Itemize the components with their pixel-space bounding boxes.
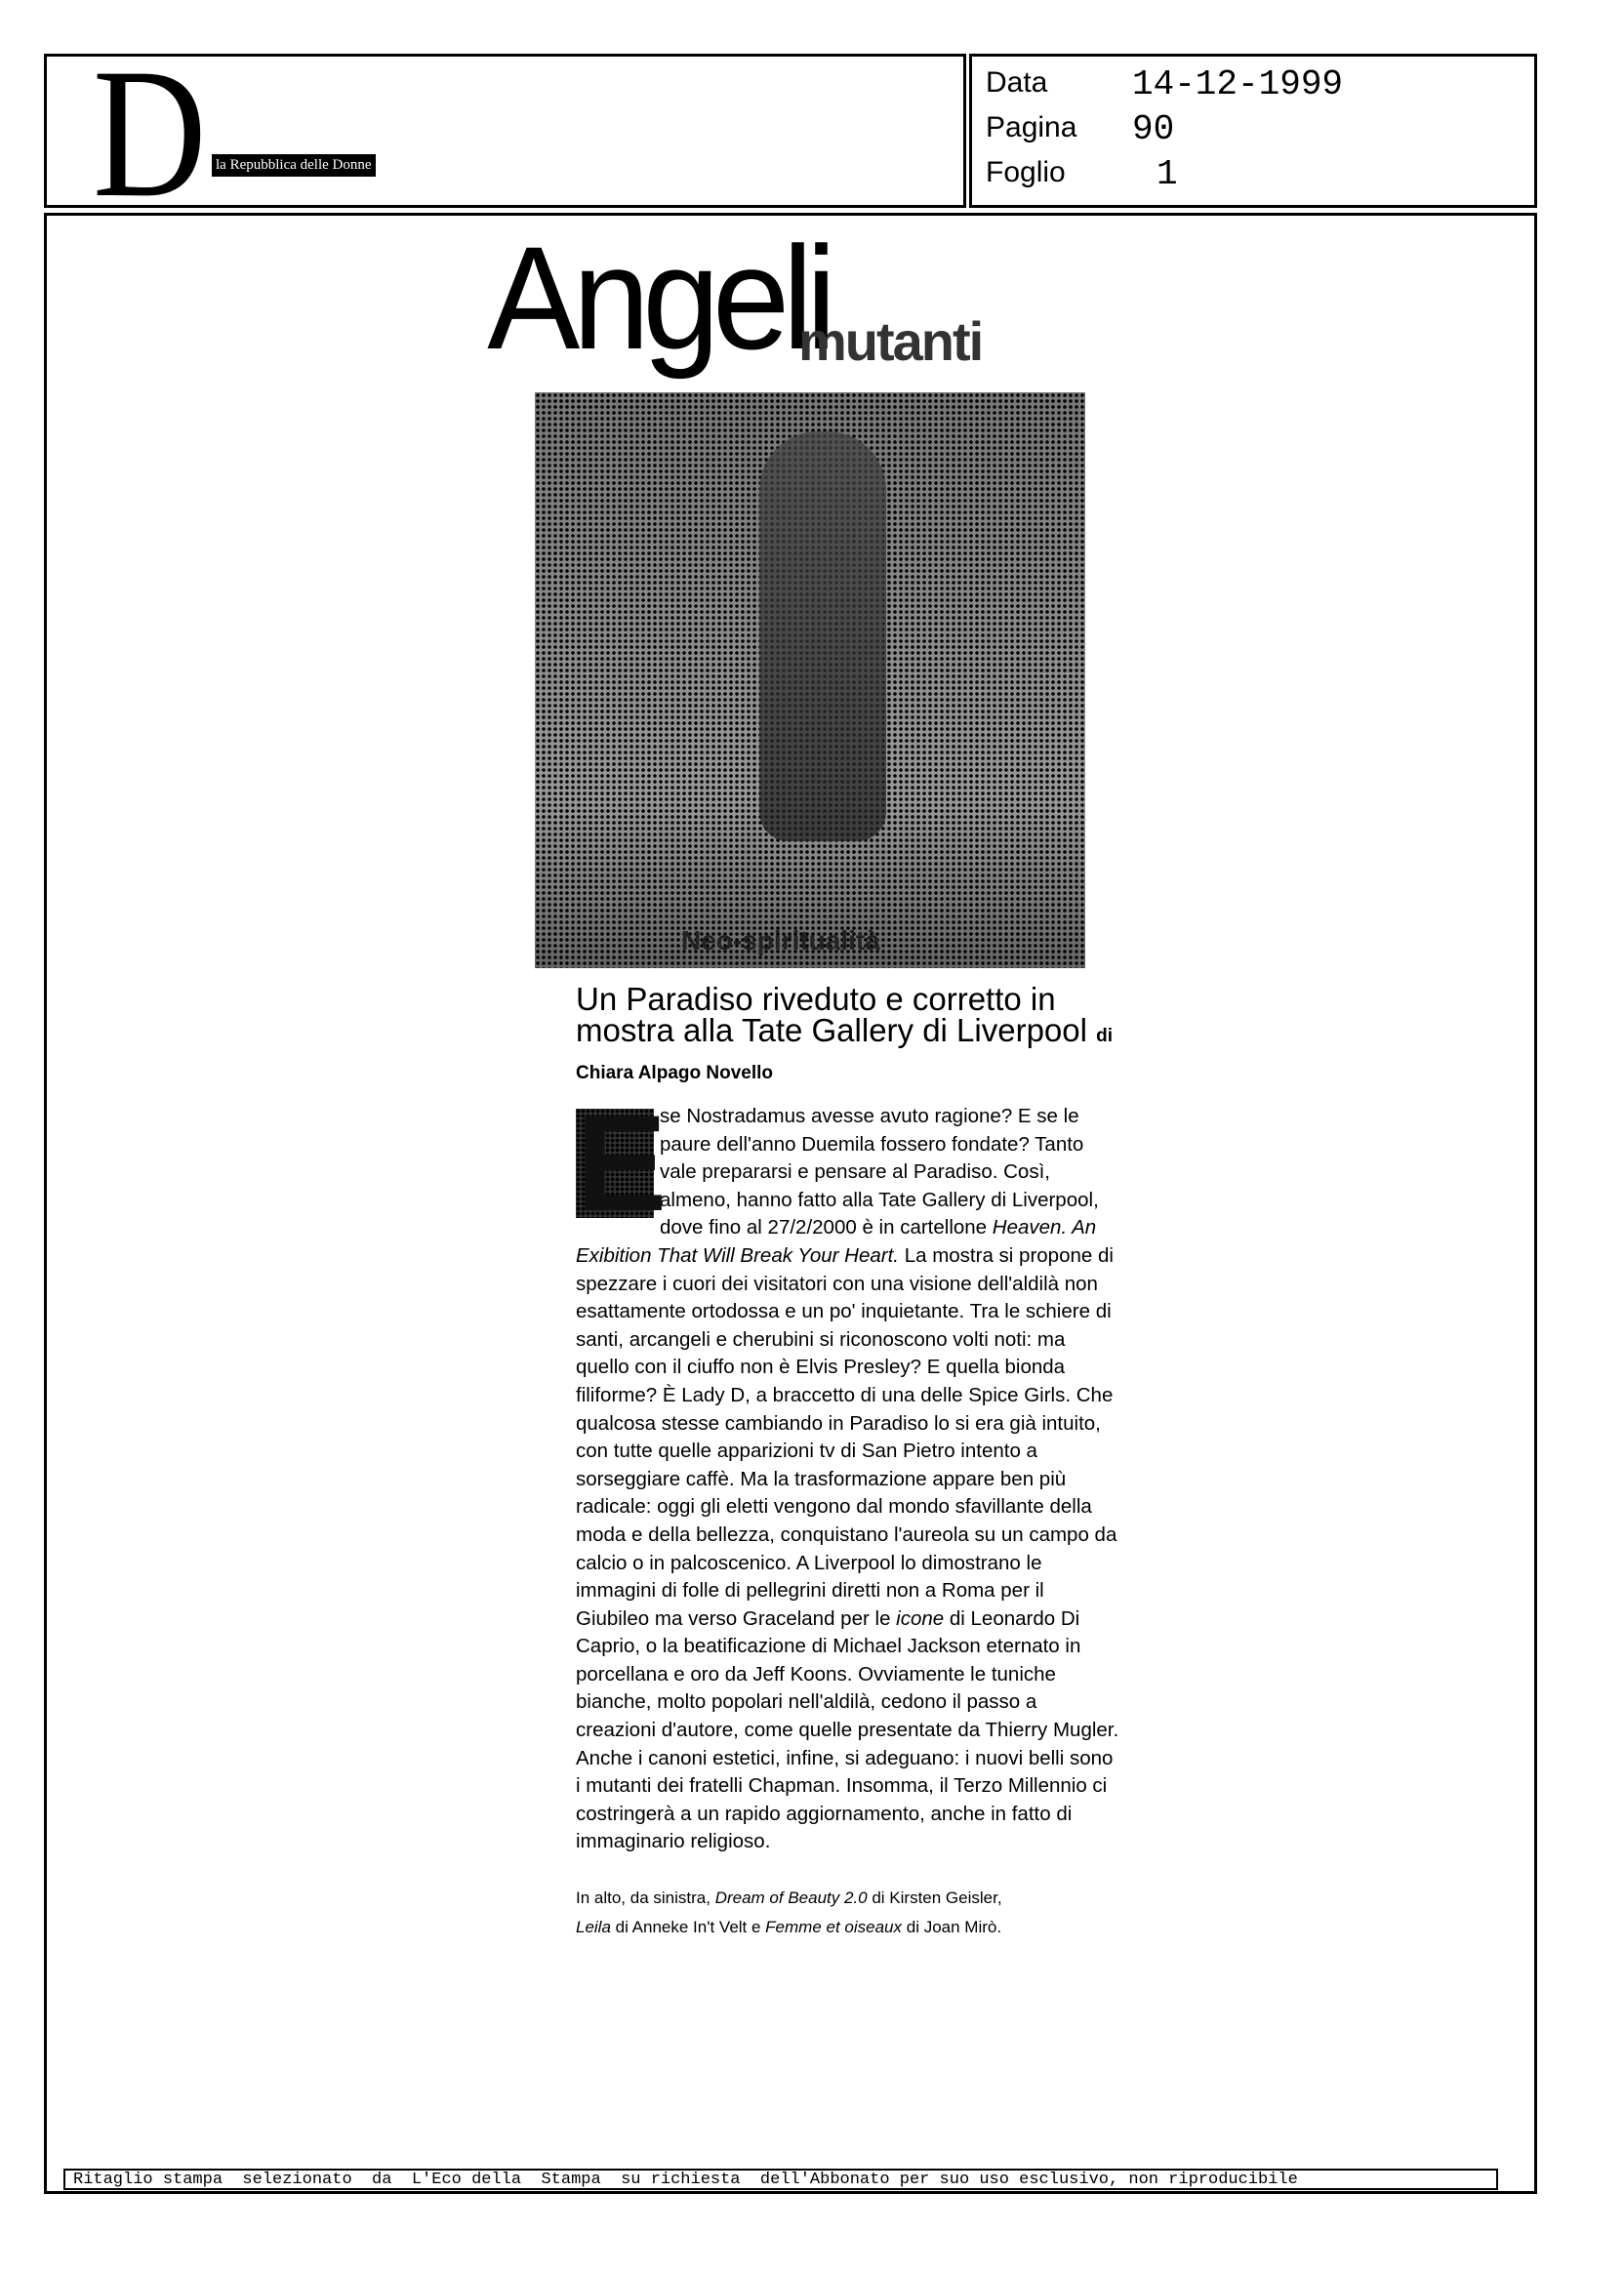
- foglio-value: 1: [1157, 154, 1178, 194]
- body-text: se Nostradamus avesse avuto ragione? E se le paure dell'anno Duemila fossero fondate? Tanto vale prepararsi e pensare al Paradiso. Così, almeno, hanno fatto alla Tate Gallery di Liverpool, dove fino al 27/2/2000 è in cartellone: [660, 1105, 1099, 1239]
- data-value: 14-12-1999: [1132, 64, 1344, 104]
- caption-text: di Anneke In't Velt e: [610, 1918, 766, 1936]
- caption-text: di Kirsten Geisler,: [867, 1888, 1002, 1907]
- photo-figure: [759, 431, 886, 841]
- photo-caption: [576, 1884, 1122, 1942]
- article-photo: [535, 392, 1085, 968]
- byline: di Chiara Alpago Novello: [576, 1026, 1114, 1083]
- body-italic-2: icone: [896, 1606, 945, 1630]
- caption-title: Leila: [576, 1918, 611, 1936]
- logo-letter: D: [93, 31, 207, 236]
- footer-notice: Ritaglio stampa selezionato da L'Eco della Stampa su richiesta dell'Abbonato per suo uso esclusivo, non riproducibile: [63, 2169, 1498, 2190]
- drop-cap-letter: E: [576, 1086, 668, 1239]
- pagina-value: 90: [1132, 109, 1175, 149]
- article-subtitle: [576, 981, 1122, 1089]
- foglio-label: Foglio: [986, 156, 1066, 188]
- article-title-accent: mutanti: [798, 310, 983, 372]
- drop-cap: [576, 1086, 668, 1239]
- caption-title: Femme et oiseaux: [765, 1918, 903, 1936]
- caption-title: Dream of Beauty 2.0: [714, 1888, 868, 1907]
- body-text-2: La mostra si propone di spezzare i cuori dei visitatori con una visione dell'aldilà non esattamente ortodossa e un po' inquietante. Tra le schiere di santi, arcangeli e cherubini si riconoscono volti noti: ma quello con il ciuffo non è Elvis Presley? E quella bionda filiforme? È Lady D, a braccetto di una delle Spice Girls. Che qualcosa stesse cambiando in Paradiso lo si era già intuito, con tutte quelle apparizioni tv di San Pietro intento a sorseggiare caffè. Ma la trasformazione appare ben più radicale: oggi gli eletti vengono dal mondo sfavillante della moda e della bellezza, conquistano l'aureola su un campo da calcio o in palcoscenico. A Liverpool lo dimostrano le immagini di folle di pellegrini diretti non a Roma per il Giubileo ma verso Graceland per le: [576, 1243, 1117, 1630]
- body-text-3: di Leonardo Di Caprio, o la beatificazione di Michael Jackson eternato in porcellana e oro da Jeff Koons. Ovviamente le tuniche bianche, molto popolari nell'aldilà, cedono il passo a creazioni d'autore, come quelle presentate da Thierry Mugler. Anche i canoni estetici, infine, si adeguano: i nuovi belli sono i mutanti dei fratelli Chapman. Insomma, il Terzo Millennio ci costringerà a un rapido aggiornamento, anche in fatto di immaginario religioso.: [576, 1606, 1119, 1853]
- pagina-label: Pagina: [986, 111, 1077, 143]
- subtitle-text: Un Paradiso riveduto e corretto in mostra alla Tate Gallery di Liverpool: [576, 981, 1087, 1048]
- publication-name: la Repubblica delle Donne: [212, 154, 376, 177]
- caption-text: di Joan Mirò.: [902, 1918, 1002, 1936]
- article-body: [576, 1086, 1122, 1856]
- photo-label: Neo-spiritualità: [681, 925, 880, 955]
- caption-text: In alto, da sinistra,: [576, 1888, 715, 1907]
- data-label: Data: [986, 66, 1048, 99]
- article-title: Angeli: [487, 216, 830, 380]
- body-italic: Heaven. An Exibition That Will Break Your Heart.: [576, 1216, 1097, 1267]
